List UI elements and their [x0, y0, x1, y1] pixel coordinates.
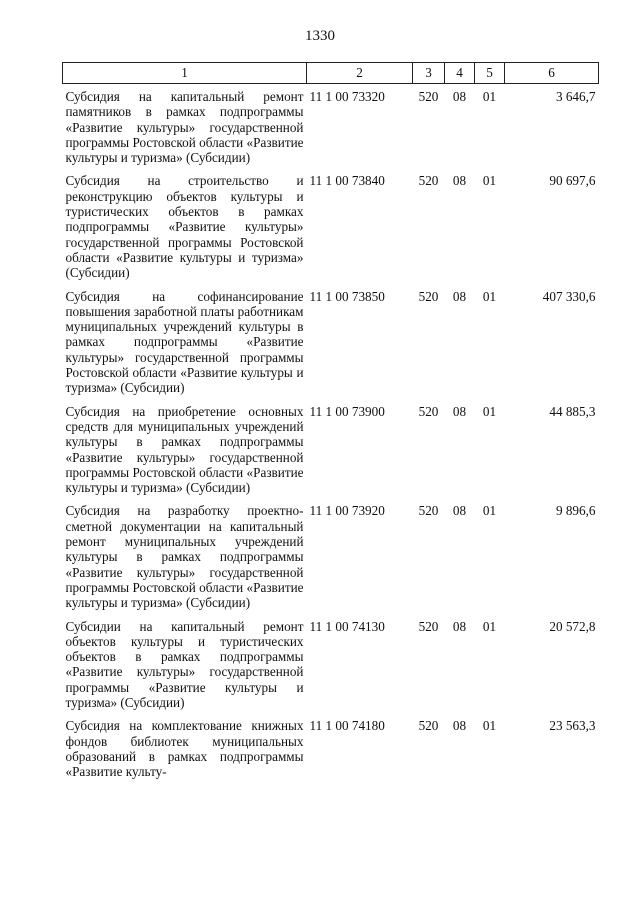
row-code: 11 1 00 74130: [309, 618, 385, 634]
row-name: Субсидия на софинансирование повышения заработной платы работникам муниципальных учреждений культуры в рамках подпрограммы «Развитие культуры» государственной программы Ростовской области «Развитие культуры и туризма» (Субсидии): [65, 288, 304, 396]
table-row: [63, 614, 599, 714]
row-amount: 20 572,8: [549, 618, 596, 634]
column-header-2: 2: [307, 63, 413, 84]
row-col4: 08: [452, 503, 467, 519]
row-name: Субсидия на приобретение основных средств для муниципальных учреждений культуры в рамках подпрограммы «Развитие культуры» государственной программы Ростовской области «Развитие культуры и туризма» (Субсидии): [65, 403, 304, 496]
row-col4: 08: [452, 618, 467, 634]
row-amount: 3 646,7: [555, 89, 596, 104]
row-code: 11 1 00 73920: [309, 503, 385, 519]
table-header-row: [63, 63, 599, 84]
row-col3: 520: [418, 503, 439, 519]
row-col5: 01: [482, 89, 497, 104]
row-code: 11 1 00 73850: [309, 288, 385, 304]
row-col4: 08: [452, 173, 467, 189]
column-header-4: 4: [445, 63, 475, 84]
column-header-6: 6: [505, 63, 599, 84]
row-name: Субсидии на капитальный ремонт объектов культуры и туристических объектов в рамках подпрограммы «Развитие культуры» государственной программы «Развитие культуры и туризма» (Субсидии): [65, 618, 304, 710]
table-row: [63, 84, 599, 169]
row-amount: 44 885,3: [549, 403, 596, 419]
row-amount: 9 896,6: [555, 503, 596, 519]
row-col3: 520: [418, 89, 439, 104]
row-col3: 520: [418, 288, 439, 304]
row-col5: 01: [482, 718, 497, 734]
table-row: [63, 498, 599, 613]
table-row: [63, 168, 599, 283]
row-col5: 01: [482, 403, 497, 419]
row-col4: 08: [452, 718, 467, 734]
row-col5: 01: [482, 618, 497, 634]
row-col3: 520: [418, 718, 439, 734]
row-col4: 08: [452, 288, 467, 304]
page-number: 1330: [305, 28, 335, 44]
row-amount: 407 330,6: [542, 288, 596, 304]
row-col3: 520: [418, 173, 439, 189]
row-name: Субсидия на комплектование книжных фондов библиотек муниципальных образований в рамках подпрограммы «Развитие культу-: [65, 718, 304, 780]
row-name: Субсидия на капитальный ремонт памятников в рамках подпрограммы «Развитие культуры» государственной программы Ростовской области «Развитие культуры и туризма» (Субсидии): [65, 89, 304, 166]
row-code: 11 1 00 74180: [309, 718, 385, 734]
table-row: [63, 284, 599, 399]
budget-table: [62, 62, 599, 782]
row-name: Субсидия на разработку проектно-сметной документации на капитальный ремонт муниципальных учреждений культуры в рамках подпрограммы «Развитие культуры» государственной программы Ростовской области «Развитие культуры и туризма» (Субсидии): [65, 503, 304, 611]
row-col4: 08: [452, 89, 467, 104]
row-code: 11 1 00 73840: [309, 173, 385, 189]
row-code: 11 1 00 73320: [309, 89, 385, 104]
row-col5: 01: [482, 503, 497, 519]
row-name: Субсидия на строительство и реконструкцию объектов культуры и туристических объектов в рамках подпрограммы «Развитие культуры» государственной программы Ростовской области «Развитие культуры и туризма» (Субсидии): [65, 173, 304, 281]
row-code: 11 1 00 73900: [309, 403, 385, 419]
table-row: [63, 713, 599, 782]
column-header-1: 1: [63, 63, 307, 84]
row-col3: 520: [418, 403, 439, 419]
row-amount: 23 563,3: [549, 718, 596, 734]
row-col5: 01: [482, 173, 497, 189]
row-amount: 90 697,6: [549, 173, 596, 189]
column-header-3: 3: [413, 63, 445, 84]
row-col4: 08: [452, 403, 467, 419]
row-col5: 01: [482, 288, 497, 304]
table-row: [63, 399, 599, 499]
column-header-5: 5: [475, 63, 505, 84]
row-col3: 520: [418, 618, 439, 634]
